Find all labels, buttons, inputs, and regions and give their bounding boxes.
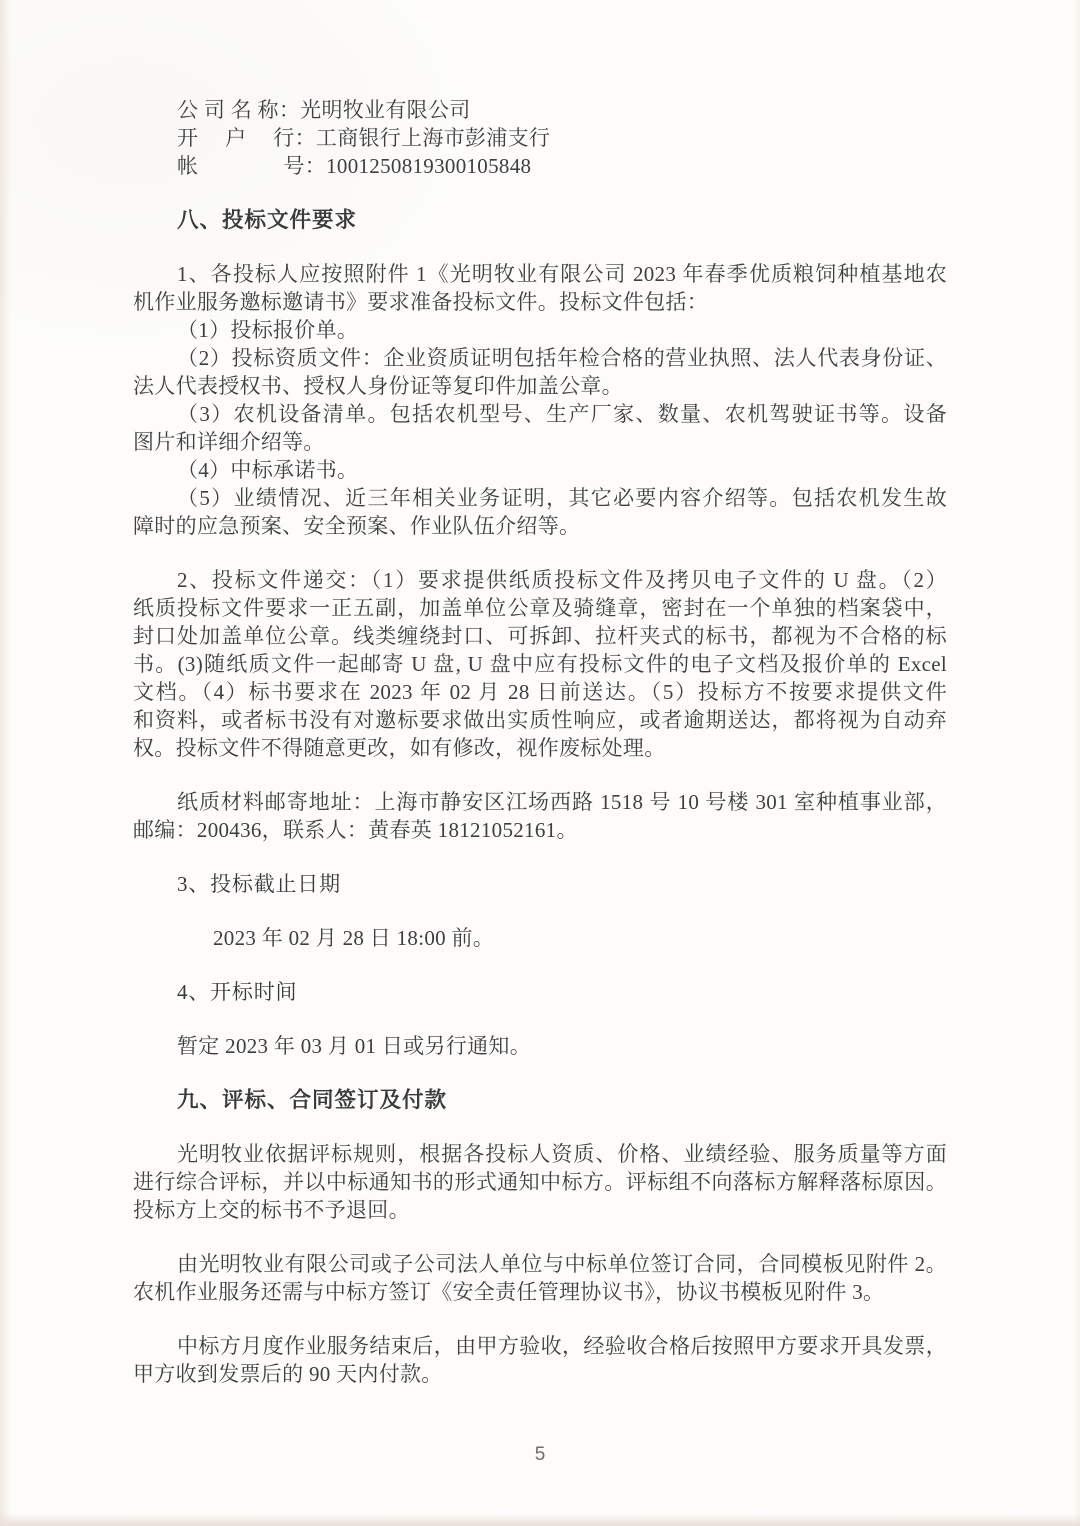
sec9-para3-line: 甲方收到发票后的 90 天内付款。 <box>133 1362 443 1386</box>
sec8-para1-line: 机作业服务邀标邀请书》要求准备投标文件。投标文件包括： <box>133 290 709 314</box>
sec8-para2-line: 封口处加盖单位公章。线类缠绕封口、可拆卸、拉杆夹式的标书，都视为不合格的标 <box>133 624 947 648</box>
sec8-item3-line: （3）农机设备清单。包括农机型号、生产厂家、数量、农机驾驶证书等。设备 <box>177 402 947 426</box>
sec8-para2-line: 和资料，或者标书没有对邀标要求做出实质性响应，或者逾期送达，都将视为自动弃 <box>133 708 947 732</box>
sec9-para1-line: 进行综合评标，并以中标通知书的形式通知中标方。评标组不向落标方解释落标原因。 <box>133 1170 947 1194</box>
section-8-heading: 八、投标文件要求 <box>177 208 358 232</box>
sec8-para2-line: 书。(3)随纸质文件一起邮寄 U 盘, U 盘中应有投标文件的电子文档及报价单的 Excel <box>133 652 947 676</box>
section-9-heading: 九、评标、合同签订及付款 <box>177 1088 448 1112</box>
sec8-para2-line: 纸质投标文件要求一正五副，加盖单位公章及骑缝章，密封在一个单独的档案袋中， <box>133 596 947 620</box>
bid-opening-value: 暂定 2023 年 03 月 01 日或另行通知。 <box>177 1034 531 1058</box>
sec8-item2-line: 法人代表授权书、授权人身份证等复印件加盖公章。 <box>133 374 623 398</box>
sec8-item5-line: （5）业绩情况、近三年相关业务证明，其它必要内容介绍等。包括农机发生故 <box>177 486 947 510</box>
account-bank-line: 开 户 行：工商银行上海市彭浦支行 <box>177 126 551 150</box>
sec9-para2-line: 由光明牧业有限公司或子公司法人单位与中标单位签订合同，合同模板见附件 2。 <box>177 1252 947 1276</box>
page-edge-shadow-left <box>0 0 11 1526</box>
sec8-item5-line: 障时的应急预案、安全预案、作业队伍介绍等。 <box>133 514 581 538</box>
mailing-address-line: 邮编：200436，联系人：黄春英 18121052161。 <box>133 818 578 842</box>
document-content <box>133 96 947 1388</box>
sec9-para1-line: 投标方上交的标书不予退回。 <box>133 1198 410 1222</box>
page-edge-shadow-right <box>1074 0 1080 1526</box>
sec8-item1-line: （1）投标报价单。 <box>177 318 359 342</box>
sec9-para1-line: 光明牧业依据评标规则，根据各投标人资质、价格、业绩经验、服务质量等方面 <box>177 1142 947 1166</box>
mailing-address-line: 纸质材料邮寄地址：上海市静安区江场西路 1518 号 10 号楼 301 室种植事业部， <box>177 790 947 814</box>
sec8-para2-line: 文档。（4）标书要求在 2023 年 02 月 28 日前送达。（5）投标方不按要求提供文件 <box>133 680 947 704</box>
sec9-para2-line: 农机作业服务还需与中标方签订《安全责任管理协议书》，协议书模板见附件 3。 <box>133 1280 885 1304</box>
sec8-item4-line: （4）中标承诺书。 <box>177 458 359 482</box>
sec8-item2-line: （2）投标资质文件：企业资质证明包括年检合格的营业执照、法人代表身份证、 <box>177 346 947 370</box>
bid-deadline-value: 2023 年 02 月 28 日 18:00 前。 <box>213 926 495 950</box>
account-number-line: 帐 号：1001250819300105848 <box>177 154 532 178</box>
sec8-para2-line: 权。投标文件不得随意更改，如有修改，视作废标处理。 <box>133 736 666 760</box>
bid-opening-heading: 4、开标时间 <box>177 980 298 1004</box>
sec9-para3-line: 中标方月度作业服务结束后，由甲方验收，经验收合格后按照甲方要求开具发票， <box>177 1334 947 1358</box>
bid-deadline-heading: 3、投标截止日期 <box>177 872 341 896</box>
sec8-item3-line: 图片和详细介绍等。 <box>133 430 325 454</box>
account-company-line: 公 司 名 称：光明牧业有限公司 <box>177 98 471 122</box>
page-edge-shadow-bottom <box>0 1513 1080 1526</box>
sec8-para1-line: 1、各投标人应按照附件 1《光明牧业有限公司 2023 年春季优质粮饲种植基地农 <box>177 262 947 286</box>
sec8-para2-line: 2、投标文件递交：（1）要求提供纸质投标文件及拷贝电子文件的 U 盘。（2） <box>177 568 947 592</box>
page-number: 5 <box>534 1444 546 1465</box>
